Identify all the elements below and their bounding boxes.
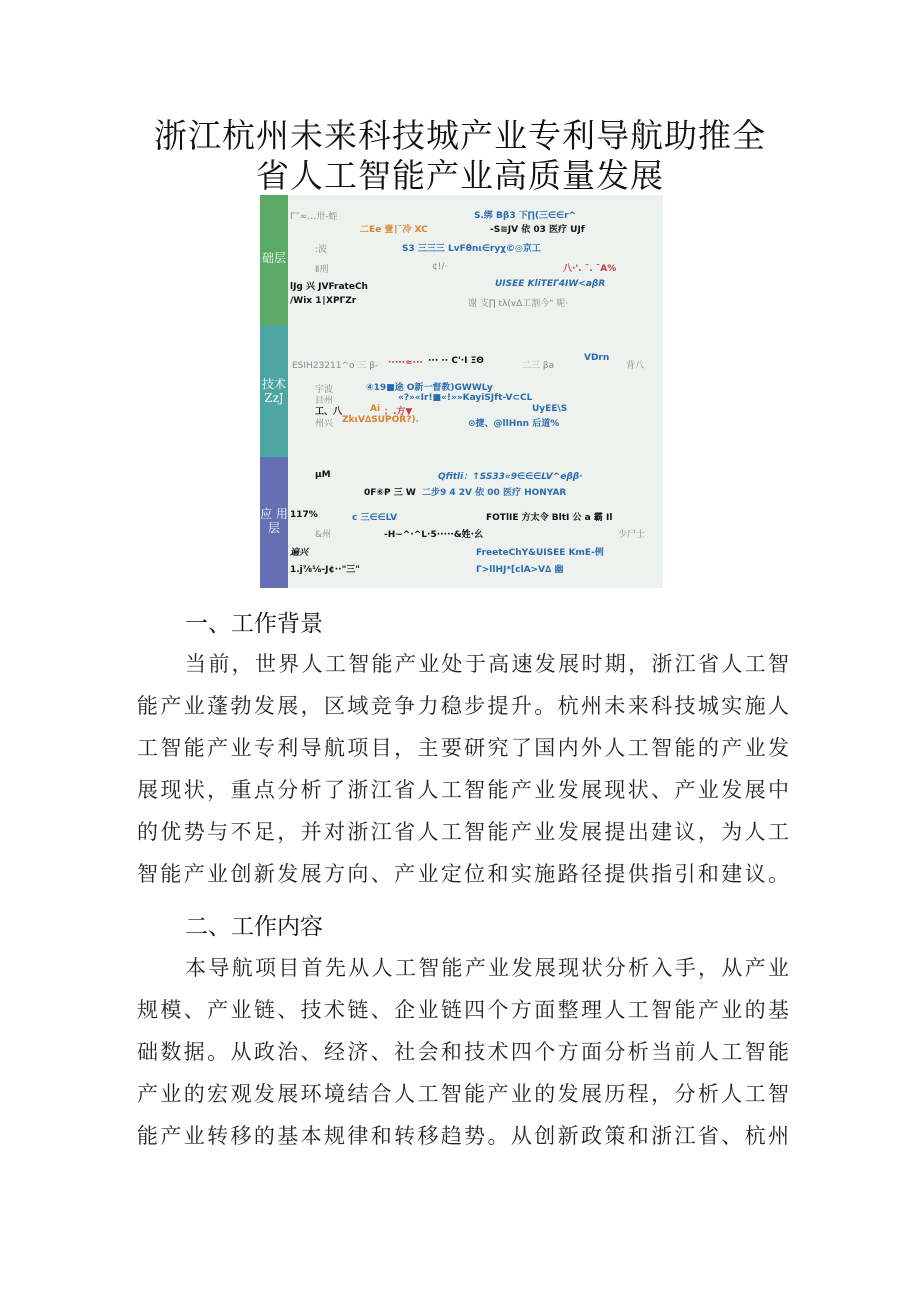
figure-item: 二三 βa xyxy=(522,361,555,371)
figure-item: FreeteChY&UISEE KmE-例 xyxy=(476,548,604,558)
document-title-line-1: 浙江杭州未来科技城产业专利导航助推全 xyxy=(154,116,766,155)
figure-item: 目州 xyxy=(315,396,334,406)
paragraph-line: 的优势与不足，并对浙江省人工智能产业发展提出建议，为人工 xyxy=(137,820,789,844)
paragraph-line: 工智能产业专利导航项目，主要研究了国内外人工智能的产业发 xyxy=(137,736,789,760)
figure-item: 117% xyxy=(290,510,318,520)
figure-item: -S≡JV 依 03 医疗 UJf xyxy=(490,225,585,235)
figure-item: 0F⑥P 三 W xyxy=(364,488,416,498)
figure-item: 八·'. ˉ. ˉA% xyxy=(563,264,617,274)
paragraph-line: 展现状，重点分析了浙江省人工智能产业发展现状、产业发展中 xyxy=(137,778,789,802)
band-label: 应 用 层 xyxy=(260,507,288,535)
document-title-line-2: 省人工智能产业高质量发展 xyxy=(256,156,664,195)
figure-item: ESIH23211^o 三 β- xyxy=(292,361,379,371)
band-foundation-layer xyxy=(260,195,288,325)
figure-item: :波 xyxy=(315,245,328,255)
figure-item: lJg 兴 JVFrateCh xyxy=(290,282,368,292)
figure-item: 二步9 4 2V 依 00 医疗 HONYAR xyxy=(422,488,567,498)
figure-item: 1.j⅞⅛-J¢··"三" xyxy=(290,565,360,575)
paragraph-line: 规模、产业链、技术链、企业链四个方面整理人工智能产业的基 xyxy=(137,998,789,1022)
figure-item: ⊙捷、@llHnn 后道% xyxy=(468,419,560,429)
figure-item: 宇波 xyxy=(315,385,334,395)
figure-item: 工、八 xyxy=(315,407,343,417)
figure-item: μM xyxy=(315,470,331,480)
band-label: 础层 xyxy=(261,251,286,265)
paragraph-line: 础数据。从政治、经济、社会和技术四个方面分析当前人工智能 xyxy=(137,1040,789,1064)
figure-item: VDrn xyxy=(584,353,610,363)
figure-item: 州兴 xyxy=(315,419,334,429)
band-technology-layer xyxy=(260,325,288,457)
figure-item: «?»«Ir!■«!»»KayiSJft-V⊂CL xyxy=(398,393,533,403)
figure-item: -H~^·^L·5·····&姓·幺 xyxy=(384,530,484,540)
paragraph-line: 能产业转移的基本规律和转移趋势。从创新政策和浙江省、杭州 xyxy=(137,1124,789,1148)
figure-item: 谢 支∏ tλ(v∆工割今" 呢· xyxy=(468,299,569,309)
paragraph-line: 智能产业创新发展方向、产业定位和实施路径提供指引和建议。 xyxy=(137,862,789,886)
figure-item: c 三∈∈LV xyxy=(352,513,398,523)
figure-item: 少尸士 xyxy=(618,530,646,540)
paragraph-line: 当前，世界人工智能产业处于高速发展时期，浙江省人工智 xyxy=(185,652,789,676)
band-application-layer xyxy=(260,457,288,588)
figure-item: Γ>llHJ*[clA>V∆ 幽 xyxy=(476,565,564,575)
figure-item: Ai xyxy=(370,404,381,414)
figure-item: &州 xyxy=(315,530,332,540)
figure-item: S.绑 Bβ3 下∏(三∈∈r^ xyxy=(474,211,577,221)
figure-item: Γ‴∞…卅-蛭 xyxy=(290,212,338,222)
industry-structure-figure xyxy=(260,195,663,588)
paragraph-line: 本导航项目首先从人工智能产业发展现状分析入手，从产业 xyxy=(185,956,789,980)
figure-item: /Wix 1∣XPΓZr xyxy=(290,296,357,306)
paragraph-line: 能产业蓬勃发展，区域竞争力稳步提升。杭州未来科技城实施人 xyxy=(137,694,789,718)
figure-item: 遍兴 xyxy=(290,548,309,558)
figure-item: ¢!/· xyxy=(432,262,448,272)
figure-item: FOTlIE 方太令 BltI 公 a 霸 Il xyxy=(486,513,613,523)
band-label: 技术 ZzJ xyxy=(261,377,286,405)
figure-item: S3 三三三 LvFθnι∈ryχ©◎京工 xyxy=(402,244,541,254)
figure-item: Qfitli：↑SS33«9∈∈∈LV^eββ· xyxy=(438,472,583,482)
figure-item: ④19■途 O新一督教)GWWLy xyxy=(366,383,493,393)
figure-item: ；.方▼ xyxy=(384,407,413,417)
paragraph-line: 产业的宏观发展环境结合人工智能产业的发展历程，分析人工智 xyxy=(137,1082,789,1106)
figure-item: 二Ee 壹∣ˉ冷 XC xyxy=(360,225,428,235)
figure-item: 背八 xyxy=(626,361,645,371)
section-heading-work-content: 二、工作内容 xyxy=(185,914,323,940)
figure-item: UyEE\S xyxy=(532,404,568,414)
figure-item: ·∙∙∙∙≈∙∙∙ xyxy=(388,358,423,368)
section-heading-background: 一、工作背景 xyxy=(185,611,323,637)
figure-item: ∙∙∙ ∙∙ C'·I ΞΘ xyxy=(428,356,484,366)
figure-item: UISEE KliTEΓ4IW<aβR xyxy=(495,279,606,289)
figure-item: ZkιV∆SUPOR?). xyxy=(342,415,419,425)
figure-item: Ⅱ刑 xyxy=(315,265,329,275)
